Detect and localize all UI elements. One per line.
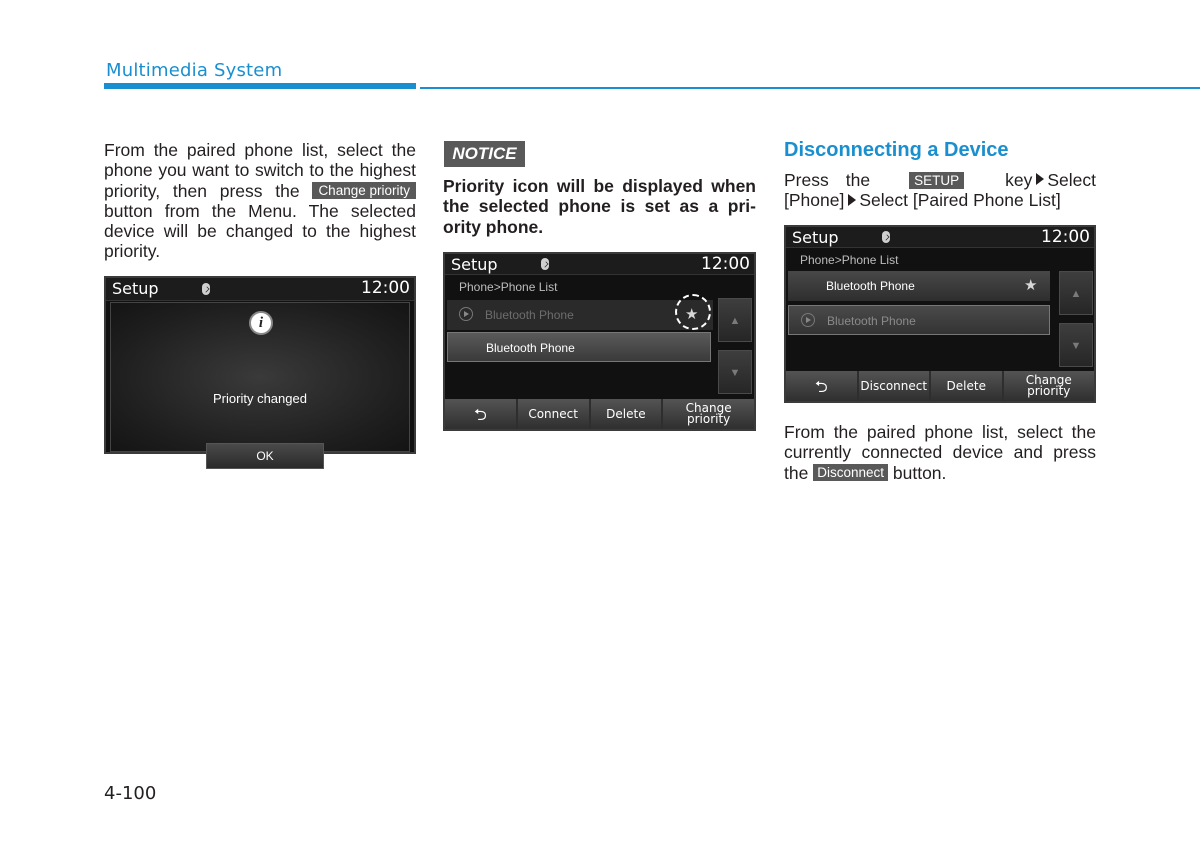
change-priority-button[interactable]: Change priority [663,399,754,429]
col1-text-before: From the paired phone list, select the phone you want to switch to the highest priority, then press the [104,140,416,201]
phone-list-item[interactable] [447,300,713,330]
phone-name: Bluetooth Phone [826,279,915,293]
ok-button[interactable]: OK [206,443,324,469]
bluetooth-icon [541,258,549,270]
connect-button[interactable]: Connect [518,399,589,429]
bluetooth-icon [202,283,210,295]
screen-status-bar [786,227,1094,248]
arrow-right-icon [1036,173,1044,185]
priority-star-icon: ★ [685,306,699,323]
popup-message: Priority changed [213,391,307,406]
back-button[interactable] [445,399,516,429]
notice-label: NOTICE [444,141,525,167]
change-priority-button[interactable]: Change priority [1004,371,1095,401]
header-rule [104,83,416,89]
popup-panel [110,302,410,463]
header-rule-thin [420,87,1200,89]
button-bar [445,399,754,429]
change-priority-label: Change priority [312,182,416,199]
breadcrumb: Phone>Phone List [459,280,558,294]
select-paired-text: Select [Paired Phone List] [859,190,1061,211]
scroll-down-button[interactable]: ▼ [718,350,752,394]
col3-paragraph [784,422,1096,483]
col3-text-end: button. [892,462,947,483]
section-heading: Disconnecting a Device [784,139,1009,161]
screen-status-bar [106,278,414,301]
bluetooth-icon [882,231,890,243]
phone-name: Bluetooth Phone [486,341,575,355]
phone-list-screen-priority [443,252,756,431]
play-icon [459,307,473,321]
delete-button[interactable]: Delete [931,371,1002,401]
section-title: Multimedia System [106,60,283,81]
page-number: 4-100 [104,783,157,804]
back-icon: ⮌ [814,376,828,396]
scroll-down-button[interactable]: ▼ [1059,323,1093,367]
disconnect-button[interactable]: Disconnect [859,371,930,401]
col3-text-before: From the paired phone list, select the currently connected device and press the [784,422,1096,483]
phone-text: [Phone] [784,190,845,211]
screen-title: Setup [451,255,498,274]
key-text: key [1005,170,1033,190]
scroll-up-button[interactable]: ▲ [1059,271,1093,315]
screen-status-bar [445,254,754,275]
delete-button[interactable]: Delete [591,399,662,429]
info-icon: i [249,311,273,335]
col1-text-after: button from the Menu. [104,200,297,221]
screen-title: Setup [112,279,159,298]
setup-key-label: SETUP [909,172,964,189]
priority-changed-screen [104,276,416,463]
phone-list-item[interactable] [447,332,711,362]
disconnect-label: Disconnect [813,464,888,481]
breadcrumb: Phone>Phone List [800,253,899,267]
col1-paragraph [104,140,416,262]
notice-text: Priority icon will be displayed when the selected phone is set as a pri-ority phone. [443,176,756,237]
button-bar [786,371,1094,401]
screen-time: 12:00 [361,278,410,298]
phone-name: Bluetooth Phone [485,308,574,322]
screen-time: 12:00 [701,254,750,274]
phone-name: Bluetooth Phone [827,314,916,328]
screen-title: Setup [792,228,839,247]
press-text: Press the [784,170,871,190]
phone-list-screen-disconnect [784,225,1096,403]
col1-text-after-2: The selected device will be changed to the highest priority. [104,200,416,262]
phone-list-item[interactable] [788,305,1050,335]
phone-list-item[interactable] [788,271,1050,301]
back-button[interactable] [786,371,857,401]
arrow-right-icon [848,194,856,206]
col3-instruction [784,170,1096,211]
priority-star-icon: ★ [1024,277,1038,294]
scroll-up-button[interactable]: ▲ [718,298,752,342]
play-icon [801,313,815,327]
back-icon: ⮌ [473,404,487,424]
highlight-circle [675,294,711,330]
select-text: Select [1047,170,1096,190]
screen-time: 12:00 [1041,227,1090,247]
